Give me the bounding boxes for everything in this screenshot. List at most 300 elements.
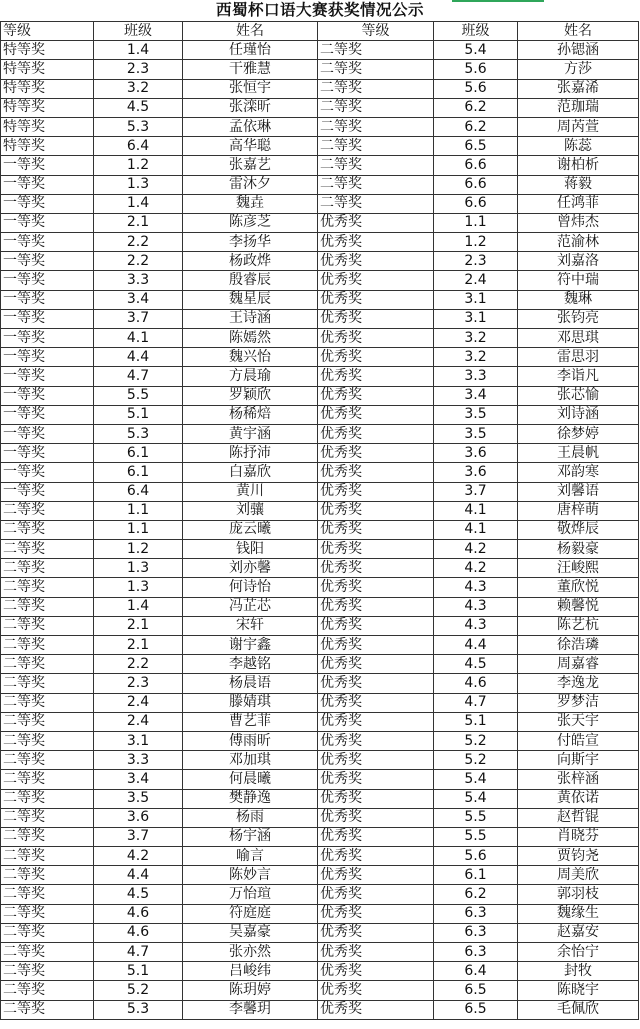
- table-row: [1, 79, 639, 98]
- class-right: 5.1: [434, 712, 518, 731]
- header-level-right: 等级: [318, 22, 434, 41]
- student-name-right: 李诣凡: [518, 367, 639, 386]
- class-right: 5.2: [434, 731, 518, 750]
- table-row: [1, 501, 639, 520]
- class-right: 4.3: [434, 597, 518, 616]
- class-left: 4.6: [94, 923, 183, 942]
- header-name-left: 姓名: [183, 22, 318, 41]
- award-level-left: 二等奖: [1, 540, 94, 559]
- student-name-right: 王晨帆: [518, 444, 639, 463]
- student-name-left: 魏垚: [183, 194, 318, 213]
- award-level-left: 一等奖: [1, 194, 94, 213]
- student-name-left: 任瑾怡: [183, 41, 318, 60]
- student-name-right: 付皓宣: [518, 731, 639, 750]
- table-row: [1, 348, 639, 367]
- class-left: 4.6: [94, 904, 183, 923]
- award-level-left: 二等奖: [1, 578, 94, 597]
- student-name-right: 刘诗涵: [518, 405, 639, 424]
- class-right: 6.6: [434, 175, 518, 194]
- class-left: 2.2: [94, 233, 183, 252]
- class-right: 4.3: [434, 578, 518, 597]
- student-name-left: 杨政烨: [183, 252, 318, 271]
- award-level-right: 优秀奖: [318, 1000, 434, 1019]
- student-name-right: 赵哲锟: [518, 808, 639, 827]
- student-name-right: 毛佩欣: [518, 1000, 639, 1019]
- student-name-right: 邓韵寒: [518, 463, 639, 482]
- student-name-left: 万怡瑄: [183, 885, 318, 904]
- award-level-right: 优秀奖: [318, 213, 434, 232]
- award-level-left: 一等奖: [1, 156, 94, 175]
- award-level-right: 优秀奖: [318, 271, 434, 290]
- class-left: 5.1: [94, 405, 183, 424]
- award-level-right: 优秀奖: [318, 866, 434, 885]
- class-right: 4.1: [434, 520, 518, 539]
- student-name-right: 徐梦婷: [518, 424, 639, 443]
- class-right: 4.2: [434, 540, 518, 559]
- student-name-right: 邓思琪: [518, 329, 639, 348]
- student-name-right: 敬烨辰: [518, 520, 639, 539]
- class-right: 6.5: [434, 981, 518, 1000]
- class-left: 3.5: [94, 789, 183, 808]
- table-row: [1, 904, 639, 923]
- award-level-left: 一等奖: [1, 482, 94, 501]
- student-name-left: 刘亦馨: [183, 559, 318, 578]
- class-left: 1.2: [94, 156, 183, 175]
- award-level-right: 二等奖: [318, 98, 434, 117]
- header-class-right: 班级: [434, 22, 518, 41]
- class-right: 1.1: [434, 213, 518, 232]
- student-name-right: 范珈瑞: [518, 98, 639, 117]
- class-left: 5.3: [94, 1000, 183, 1019]
- class-left: 4.7: [94, 943, 183, 962]
- award-level-left: 特等奖: [1, 60, 94, 79]
- award-level-right: 优秀奖: [318, 501, 434, 520]
- class-left: 3.7: [94, 309, 183, 328]
- award-level-right: 优秀奖: [318, 847, 434, 866]
- award-level-right: 优秀奖: [318, 885, 434, 904]
- student-name-left: 邓加琪: [183, 751, 318, 770]
- award-level-left: 二等奖: [1, 559, 94, 578]
- student-name-left: 陈妙言: [183, 866, 318, 885]
- award-level-right: 优秀奖: [318, 386, 434, 405]
- award-level-left: 二等奖: [1, 808, 94, 827]
- class-left: 6.4: [94, 137, 183, 156]
- class-left: 6.1: [94, 463, 183, 482]
- student-name-right: 汪峻熙: [518, 559, 639, 578]
- student-name-left: 樊静逸: [183, 789, 318, 808]
- award-level-left: 二等奖: [1, 770, 94, 789]
- award-level-left: 二等奖: [1, 904, 94, 923]
- class-left: 3.3: [94, 271, 183, 290]
- table-row: [1, 424, 639, 443]
- student-name-right: 张天宇: [518, 712, 639, 731]
- award-level-left: 二等奖: [1, 962, 94, 981]
- student-name-left: 李越铭: [183, 655, 318, 674]
- award-level-left: 特等奖: [1, 41, 94, 60]
- class-right: 3.2: [434, 348, 518, 367]
- table-row: [1, 233, 639, 252]
- award-level-left: 一等奖: [1, 309, 94, 328]
- award-level-right: 优秀奖: [318, 329, 434, 348]
- award-level-left: 二等奖: [1, 866, 94, 885]
- student-name-left: 傅雨昕: [183, 731, 318, 750]
- class-right: 4.2: [434, 559, 518, 578]
- class-left: 3.7: [94, 827, 183, 846]
- class-right: 4.4: [434, 636, 518, 655]
- class-right: 5.6: [434, 79, 518, 98]
- student-name-right: 余怡宁: [518, 943, 639, 962]
- class-left: 1.4: [94, 597, 183, 616]
- award-level-right: 优秀奖: [318, 712, 434, 731]
- student-name-right: 肖晓芬: [518, 827, 639, 846]
- student-name-left: 谢宇鑫: [183, 636, 318, 655]
- table-row: [1, 923, 639, 942]
- table-row: [1, 885, 639, 904]
- student-name-right: 李逸龙: [518, 674, 639, 693]
- award-level-right: 二等奖: [318, 175, 434, 194]
- student-name-left: 何诗怡: [183, 578, 318, 597]
- award-level-left: 二等奖: [1, 923, 94, 942]
- class-right: 5.5: [434, 808, 518, 827]
- student-name-left: 陈嫣然: [183, 329, 318, 348]
- student-name-right: 周芮萱: [518, 117, 639, 136]
- award-level-left: 二等奖: [1, 827, 94, 846]
- award-level-right: 优秀奖: [318, 444, 434, 463]
- student-name-left: 杨稀焙: [183, 405, 318, 424]
- table-row: [1, 175, 639, 194]
- award-level-right: 优秀奖: [318, 655, 434, 674]
- student-name-right: 黄依诺: [518, 789, 639, 808]
- header-level-left: 等级: [1, 22, 94, 41]
- class-right: 3.5: [434, 405, 518, 424]
- award-level-right: 优秀奖: [318, 616, 434, 635]
- student-name-right: 张芯愉: [518, 386, 639, 405]
- student-name-left: 符庭庭: [183, 904, 318, 923]
- class-right: 5.6: [434, 60, 518, 79]
- award-level-left: 二等奖: [1, 943, 94, 962]
- award-level-left: 特等奖: [1, 79, 94, 98]
- class-left: 2.1: [94, 636, 183, 655]
- class-left: 4.5: [94, 98, 183, 117]
- class-left: 2.3: [94, 60, 183, 79]
- student-name-right: 周美欣: [518, 866, 639, 885]
- award-level-right: 二等奖: [318, 79, 434, 98]
- class-right: 3.1: [434, 290, 518, 309]
- award-level-right: 优秀奖: [318, 348, 434, 367]
- class-left: 3.4: [94, 770, 183, 789]
- award-level-left: 特等奖: [1, 98, 94, 117]
- award-level-right: 二等奖: [318, 137, 434, 156]
- award-level-left: 二等奖: [1, 520, 94, 539]
- class-left: 2.1: [94, 616, 183, 635]
- student-name-left: 白嘉欣: [183, 463, 318, 482]
- class-right: 1.2: [434, 233, 518, 252]
- class-right: 3.1: [434, 309, 518, 328]
- student-name-left: 张亦然: [183, 943, 318, 962]
- student-name-left: 魏兴怡: [183, 348, 318, 367]
- class-left: 5.3: [94, 424, 183, 443]
- student-name-right: 谢柏析: [518, 156, 639, 175]
- award-level-left: 二等奖: [1, 693, 94, 712]
- table-row: [1, 194, 639, 213]
- award-level-left: 二等奖: [1, 597, 94, 616]
- class-left: 3.1: [94, 731, 183, 750]
- student-name-right: 曾炜杰: [518, 213, 639, 232]
- award-level-right: 二等奖: [318, 117, 434, 136]
- award-level-right: 优秀奖: [318, 367, 434, 386]
- award-level-left: 一等奖: [1, 271, 94, 290]
- award-level-right: 二等奖: [318, 194, 434, 213]
- class-right: 6.3: [434, 904, 518, 923]
- award-level-right: 优秀奖: [318, 751, 434, 770]
- class-right: 4.1: [434, 501, 518, 520]
- class-right: 5.5: [434, 827, 518, 846]
- student-name-right: 范渝林: [518, 233, 639, 252]
- award-level-left: 特等奖: [1, 137, 94, 156]
- student-name-right: 雷思羽: [518, 348, 639, 367]
- student-name-right: 孙锶涵: [518, 41, 639, 60]
- class-right: 4.6: [434, 674, 518, 693]
- student-name-right: 符中瑞: [518, 271, 639, 290]
- class-right: 6.5: [434, 1000, 518, 1019]
- class-left: 1.3: [94, 175, 183, 194]
- award-level-right: 优秀奖: [318, 309, 434, 328]
- class-left: 2.3: [94, 674, 183, 693]
- student-name-right: 徐浩璘: [518, 636, 639, 655]
- class-left: 4.1: [94, 329, 183, 348]
- award-level-right: 优秀奖: [318, 770, 434, 789]
- student-name-right: 罗梦洁: [518, 693, 639, 712]
- table-row: [1, 578, 639, 597]
- award-level-left: 二等奖: [1, 885, 94, 904]
- student-name-left: 高华聪: [183, 137, 318, 156]
- table-row: [1, 444, 639, 463]
- student-name-right: 魏缘生: [518, 904, 639, 923]
- class-left: 4.2: [94, 847, 183, 866]
- award-level-left: 二等奖: [1, 1000, 94, 1019]
- student-name-left: 杨晨语: [183, 674, 318, 693]
- student-name-right: 任鸿菲: [518, 194, 639, 213]
- student-name-left: 吕峻纬: [183, 962, 318, 981]
- class-right: 5.2: [434, 751, 518, 770]
- award-level-right: 优秀奖: [318, 674, 434, 693]
- award-level-left: 一等奖: [1, 463, 94, 482]
- award-level-right: 优秀奖: [318, 636, 434, 655]
- student-name-right: 张钧亮: [518, 309, 639, 328]
- class-left: 3.6: [94, 808, 183, 827]
- table-row: [1, 770, 639, 789]
- table-header-row: [1, 22, 639, 41]
- table-row: [1, 60, 639, 79]
- class-right: 6.4: [434, 962, 518, 981]
- student-name-right: 陈艺杭: [518, 616, 639, 635]
- award-level-right: 优秀奖: [318, 789, 434, 808]
- award-level-right: 二等奖: [318, 41, 434, 60]
- award-level-left: 一等奖: [1, 233, 94, 252]
- award-level-left: 一等奖: [1, 386, 94, 405]
- table-row: [1, 117, 639, 136]
- class-left: 4.4: [94, 866, 183, 885]
- award-level-left: 二等奖: [1, 751, 94, 770]
- page-title: 西蜀杯口语大赛获奖情况公示: [215, 1, 424, 19]
- table-row: [1, 386, 639, 405]
- student-name-right: 赖馨悦: [518, 597, 639, 616]
- class-right: 3.6: [434, 463, 518, 482]
- table-row: [1, 482, 639, 501]
- class-left: 2.4: [94, 712, 183, 731]
- class-right: 3.6: [434, 444, 518, 463]
- student-name-left: 张嘉艺: [183, 156, 318, 175]
- student-name-right: 魏琳: [518, 290, 639, 309]
- class-left: 1.3: [94, 559, 183, 578]
- class-left: 5.3: [94, 117, 183, 136]
- student-name-left: 魏星辰: [183, 290, 318, 309]
- student-name-right: 刘嘉洛: [518, 252, 639, 271]
- class-left: 4.5: [94, 885, 183, 904]
- table-row: [1, 252, 639, 271]
- award-level-right: 优秀奖: [318, 981, 434, 1000]
- award-level-right: 优秀奖: [318, 540, 434, 559]
- table-row: [1, 137, 639, 156]
- table-row: [1, 693, 639, 712]
- table-row: [1, 847, 639, 866]
- award-level-left: 一等奖: [1, 213, 94, 232]
- class-right: 6.6: [434, 156, 518, 175]
- class-left: 5.2: [94, 981, 183, 1000]
- student-name-left: 罗颖欣: [183, 386, 318, 405]
- student-name-right: 唐梓萌: [518, 501, 639, 520]
- award-level-right: 优秀奖: [318, 463, 434, 482]
- award-level-right: 优秀奖: [318, 731, 434, 750]
- student-name-right: 陈晓宇: [518, 981, 639, 1000]
- table-row: [1, 636, 639, 655]
- award-level-right: 优秀奖: [318, 827, 434, 846]
- table-row: [1, 367, 639, 386]
- table-row: [1, 712, 639, 731]
- student-name-right: 张梓涵: [518, 770, 639, 789]
- class-left: 2.2: [94, 655, 183, 674]
- student-name-left: 刘骧: [183, 501, 318, 520]
- student-name-left: 杨宇涵: [183, 827, 318, 846]
- class-right: 2.4: [434, 271, 518, 290]
- table-row: [1, 789, 639, 808]
- student-name-right: 刘馨语: [518, 482, 639, 501]
- award-level-right: 优秀奖: [318, 943, 434, 962]
- class-right: 3.5: [434, 424, 518, 443]
- header-name-right: 姓名: [518, 22, 639, 41]
- class-right: 3.7: [434, 482, 518, 501]
- student-name-left: 方晨瑜: [183, 367, 318, 386]
- student-name-left: 陈抒沛: [183, 444, 318, 463]
- award-level-right: 优秀奖: [318, 559, 434, 578]
- class-right: 6.1: [434, 866, 518, 885]
- student-name-right: 向斯宇: [518, 751, 639, 770]
- student-name-left: 何晨曦: [183, 770, 318, 789]
- award-level-left: 特等奖: [1, 117, 94, 136]
- student-name-right: 蒋毅: [518, 175, 639, 194]
- class-right: 6.2: [434, 885, 518, 904]
- class-left: 1.4: [94, 194, 183, 213]
- table-row: [1, 827, 639, 846]
- table-row: [1, 329, 639, 348]
- student-name-left: 张恒宇: [183, 79, 318, 98]
- student-name-right: 赵嘉安: [518, 923, 639, 942]
- award-level-left: 一等奖: [1, 252, 94, 271]
- award-level-left: 二等奖: [1, 501, 94, 520]
- class-right: 3.4: [434, 386, 518, 405]
- award-level-right: 优秀奖: [318, 233, 434, 252]
- award-level-right: 优秀奖: [318, 405, 434, 424]
- class-left: 6.1: [94, 444, 183, 463]
- class-right: 6.5: [434, 137, 518, 156]
- award-level-right: 优秀奖: [318, 808, 434, 827]
- award-level-left: 一等奖: [1, 367, 94, 386]
- award-level-left: 二等奖: [1, 789, 94, 808]
- award-level-right: 优秀奖: [318, 252, 434, 271]
- student-name-left: 雷沐夕: [183, 175, 318, 194]
- table-row: [1, 981, 639, 1000]
- class-right: 6.3: [434, 923, 518, 942]
- student-name-left: 吴嘉豪: [183, 923, 318, 942]
- award-level-left: 一等奖: [1, 444, 94, 463]
- table-row: [1, 309, 639, 328]
- class-right: 5.4: [434, 789, 518, 808]
- student-name-left: 干雅慧: [183, 60, 318, 79]
- table-row: [1, 597, 639, 616]
- award-level-left: 二等奖: [1, 712, 94, 731]
- class-left: 4.7: [94, 367, 183, 386]
- student-name-right: 封牧: [518, 962, 639, 981]
- table-row: [1, 962, 639, 981]
- award-level-left: 二等奖: [1, 674, 94, 693]
- award-level-right: 优秀奖: [318, 290, 434, 309]
- award-level-left: 一等奖: [1, 329, 94, 348]
- class-left: 6.4: [94, 482, 183, 501]
- table-row: [1, 616, 639, 635]
- student-name-left: 李馨玥: [183, 1000, 318, 1019]
- class-left: 2.1: [94, 213, 183, 232]
- student-name-left: 黄川: [183, 482, 318, 501]
- class-right: 5.4: [434, 770, 518, 789]
- table-row: [1, 463, 639, 482]
- table-row: [1, 98, 639, 117]
- class-left: 1.1: [94, 520, 183, 539]
- class-left: 2.2: [94, 252, 183, 271]
- table-row: [1, 271, 639, 290]
- class-right: 4.3: [434, 616, 518, 635]
- class-right: 6.2: [434, 98, 518, 117]
- class-right: 6.6: [434, 194, 518, 213]
- student-name-right: 张嘉浠: [518, 79, 639, 98]
- award-level-right: 优秀奖: [318, 482, 434, 501]
- class-left: 1.3: [94, 578, 183, 597]
- student-name-left: 曹艺菲: [183, 712, 318, 731]
- class-right: 4.5: [434, 655, 518, 674]
- student-name-left: 陈玥婷: [183, 981, 318, 1000]
- award-level-right: 优秀奖: [318, 520, 434, 539]
- student-name-left: 陈彦芝: [183, 213, 318, 232]
- class-right: 6.3: [434, 943, 518, 962]
- class-left: 3.2: [94, 79, 183, 98]
- class-right: 2.3: [434, 252, 518, 271]
- class-left: 1.1: [94, 501, 183, 520]
- class-left: 1.4: [94, 41, 183, 60]
- award-level-right: 优秀奖: [318, 962, 434, 981]
- student-name-left: 王诗涵: [183, 309, 318, 328]
- student-name-left: 张滦昕: [183, 98, 318, 117]
- student-name-left: 黄宇涵: [183, 424, 318, 443]
- student-name-left: 钱阳: [183, 540, 318, 559]
